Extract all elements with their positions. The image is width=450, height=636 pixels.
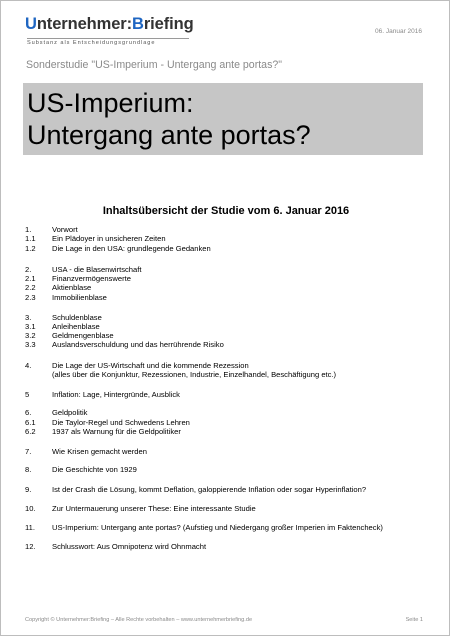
toc-entry-number: 3.3 bbox=[25, 340, 36, 349]
toc-entry-title: Ist der Crash die Lösung, kommt Deflation, galoppierende Inflation oder sogar Hyperinflation? bbox=[52, 485, 367, 494]
study-subtitle: Sonderstudie "US-Imperium - Untergang ante portas?" bbox=[26, 59, 283, 71]
footer-page-number: Seite 1 bbox=[405, 617, 423, 623]
toc-entry-title: Aktienblase bbox=[52, 283, 92, 292]
toc-entry-number: 1.1 bbox=[25, 234, 36, 243]
toc-entry bbox=[25, 313, 435, 322]
toc-entry-title: Die Geschichte von 1929 bbox=[52, 465, 137, 474]
toc-entry bbox=[25, 542, 435, 551]
toc-entry bbox=[25, 370, 435, 379]
toc-entry-number: 2. bbox=[25, 265, 32, 274]
toc-entry-title: Schlusswort: Aus Omnipotenz wird Ohnmacht bbox=[52, 542, 207, 551]
toc-entry bbox=[25, 408, 435, 417]
toc-entry-number: 3.2 bbox=[25, 331, 36, 340]
toc-entry bbox=[25, 225, 435, 234]
toc-entry-number: 11. bbox=[25, 523, 35, 532]
toc-entry bbox=[25, 274, 435, 283]
toc-entry-title: Finanzvermögenswerte bbox=[52, 274, 131, 283]
toc-entry-number: 7. bbox=[25, 447, 32, 456]
toc-entry bbox=[25, 331, 435, 340]
toc-entry-title: Die Lage der US-Wirtschaft und die kommende Rezession bbox=[52, 361, 249, 370]
toc-entry-title: (alles über die Konjunktur, Rezessionen, Industrie, Einzelhandel, Beschäftigung etc.) bbox=[52, 370, 337, 379]
toc-entry-title: USA - die Blasenwirtschaft bbox=[52, 265, 142, 274]
toc-entry bbox=[25, 293, 435, 302]
header-date: 06. Januar 2016 bbox=[375, 28, 422, 35]
toc-entry-title: Wie Krisen gemacht werden bbox=[52, 447, 147, 456]
toc-entry-number: 6.1 bbox=[25, 418, 36, 427]
toc-entry bbox=[25, 265, 435, 274]
footer-copyright: Copyright © Unternehmer:Briefing – Alle Rechte vorbehalten – www.unternehmerbriefing.de bbox=[25, 617, 253, 623]
toc-entry bbox=[25, 523, 435, 532]
toc-entry-number: 9. bbox=[25, 485, 32, 494]
brand-logo bbox=[25, 14, 194, 34]
toc-entry-title: Geldpolitik bbox=[52, 408, 88, 417]
toc-entry bbox=[25, 322, 435, 331]
toc-entry bbox=[25, 418, 435, 427]
toc-entry bbox=[25, 361, 435, 370]
toc-entry-number: 3. bbox=[25, 313, 32, 322]
toc-entry-number: 2.2 bbox=[25, 283, 36, 292]
logo-letter-b: B bbox=[132, 15, 144, 33]
toc-entry bbox=[25, 504, 435, 513]
toc-entry-title: Anleihenblase bbox=[52, 322, 100, 331]
toc-entry-number: 12. bbox=[25, 542, 36, 551]
toc-entry bbox=[25, 283, 435, 292]
logo-text-part1: nternehmer: bbox=[36, 15, 132, 33]
logo-letter-u: U bbox=[25, 15, 37, 33]
toc-entry bbox=[25, 427, 435, 436]
toc-entry-title: Die Taylor-Regel und Schwedens Lehren bbox=[52, 418, 190, 427]
toc-entry bbox=[25, 390, 435, 399]
toc-entry-title: Zur Untermauerung unserer These: Eine interessante Studie bbox=[52, 504, 256, 513]
toc-entry bbox=[25, 244, 435, 253]
title-banner bbox=[23, 83, 423, 155]
toc-entry-title: US-Imperium: Untergang ante portas? (Aufstieg und Niedergang großer Imperien im Faktencheck) bbox=[52, 523, 383, 532]
toc-entry-number: 6. bbox=[25, 408, 32, 417]
toc-entry-title: Ein Plädoyer in unsicheren Zeiten bbox=[52, 234, 166, 243]
toc-entry-title: Schuldenblase bbox=[52, 313, 102, 322]
toc-entry-title: Immobilienblase bbox=[52, 293, 107, 302]
toc-heading: Inhaltsübersicht der Studie vom 6. Januar 2016 bbox=[102, 205, 350, 217]
toc-entry-title: Inflation: Lage, Hintergründe, Ausblick bbox=[52, 390, 180, 399]
toc-entry-number: 8. bbox=[25, 465, 32, 474]
toc-entry-title: 1937 als Warnung für die Geldpolitiker bbox=[52, 427, 181, 436]
toc-entry-number: 2.1 bbox=[25, 274, 36, 283]
toc-entry bbox=[25, 234, 435, 243]
title-line-2: Untergang ante portas? bbox=[27, 120, 311, 150]
toc-entry-number: 2.3 bbox=[25, 293, 36, 302]
logo-text-part2: riefing bbox=[143, 15, 194, 33]
toc-entry-title: Vorwort bbox=[52, 225, 78, 234]
toc-entry-number: 6.2 bbox=[25, 427, 36, 436]
toc-entry bbox=[25, 465, 435, 474]
brand-tagline: Substanz als Entscheidungsgrundlage bbox=[27, 38, 189, 46]
toc-entry-title: Geldmengenblase bbox=[52, 331, 114, 340]
toc-entry-number: 10. bbox=[25, 504, 36, 513]
toc-entry-number: 3.1 bbox=[25, 322, 36, 331]
toc-entry-title: Auslandsverschuldung und das herrührende Risiko bbox=[52, 340, 224, 349]
toc-entry-number: 5 bbox=[25, 390, 30, 399]
toc-entry-number: 4. bbox=[25, 361, 32, 370]
toc-entry-title: Die Lage in den USA: grundlegende Gedanken bbox=[52, 244, 211, 253]
title-line-1: US-Imperium: bbox=[27, 88, 194, 118]
toc-entry-number: 1.2 bbox=[25, 244, 36, 253]
toc-entry bbox=[25, 447, 435, 456]
toc-entry-number: 1. bbox=[25, 225, 32, 234]
toc-entry bbox=[25, 340, 435, 349]
toc-entry bbox=[25, 485, 435, 494]
